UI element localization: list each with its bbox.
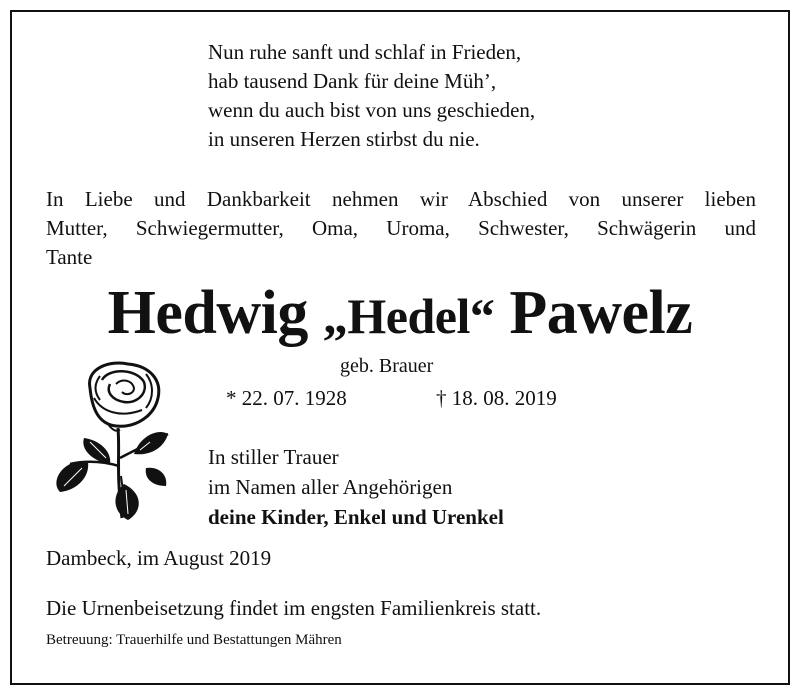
nickname: „Hedel“ <box>322 288 495 344</box>
poem-line: in unseren Herzen stirbst du nie. <box>208 127 480 151</box>
family-line: im Namen aller Angehörigen <box>208 475 453 499</box>
last-name: Pawelz <box>509 279 693 347</box>
funeral-home-note: Betreuung: Trauerhilfe und Bestattungen Mähren <box>46 632 342 648</box>
rose-icon <box>50 358 190 523</box>
mourning-line: In stiller Trauer <box>208 445 339 469</box>
mourners-block <box>208 442 504 532</box>
death-date: † 18. 08. 2019 <box>436 386 557 410</box>
farewell-line: Tante <box>46 245 93 269</box>
burial-note: Die Urnenbeisetzung findet im engsten Familienkreis statt. <box>46 596 542 620</box>
farewell-line: Mutter, Schwiegermutter, Oma, Uroma, Schwester, Schwägerin und <box>46 216 756 240</box>
farewell-line: In Liebe und Dankbarkeit nehmen wir Abschied von unserer lieben <box>46 187 756 211</box>
farewell-text <box>46 185 756 272</box>
poem-line: wenn du auch bist von uns geschieden, <box>208 98 536 122</box>
place-date: Dambeck, im August 2019 <box>46 546 272 570</box>
poem-line: Nun ruhe sanft und schlaf in Frieden, <box>208 40 522 64</box>
first-name: Hedwig <box>107 279 308 347</box>
birth-name: geb. Brauer <box>340 355 434 377</box>
poem-line: hab tausend Dank für deine Müh’, <box>208 69 497 93</box>
memorial-poem <box>208 38 535 154</box>
deceased-name <box>40 278 760 349</box>
birth-date: * 22. 07. 1928 <box>226 386 347 410</box>
descendants-line: deine Kinder, Enkel und Urenkel <box>208 505 504 529</box>
